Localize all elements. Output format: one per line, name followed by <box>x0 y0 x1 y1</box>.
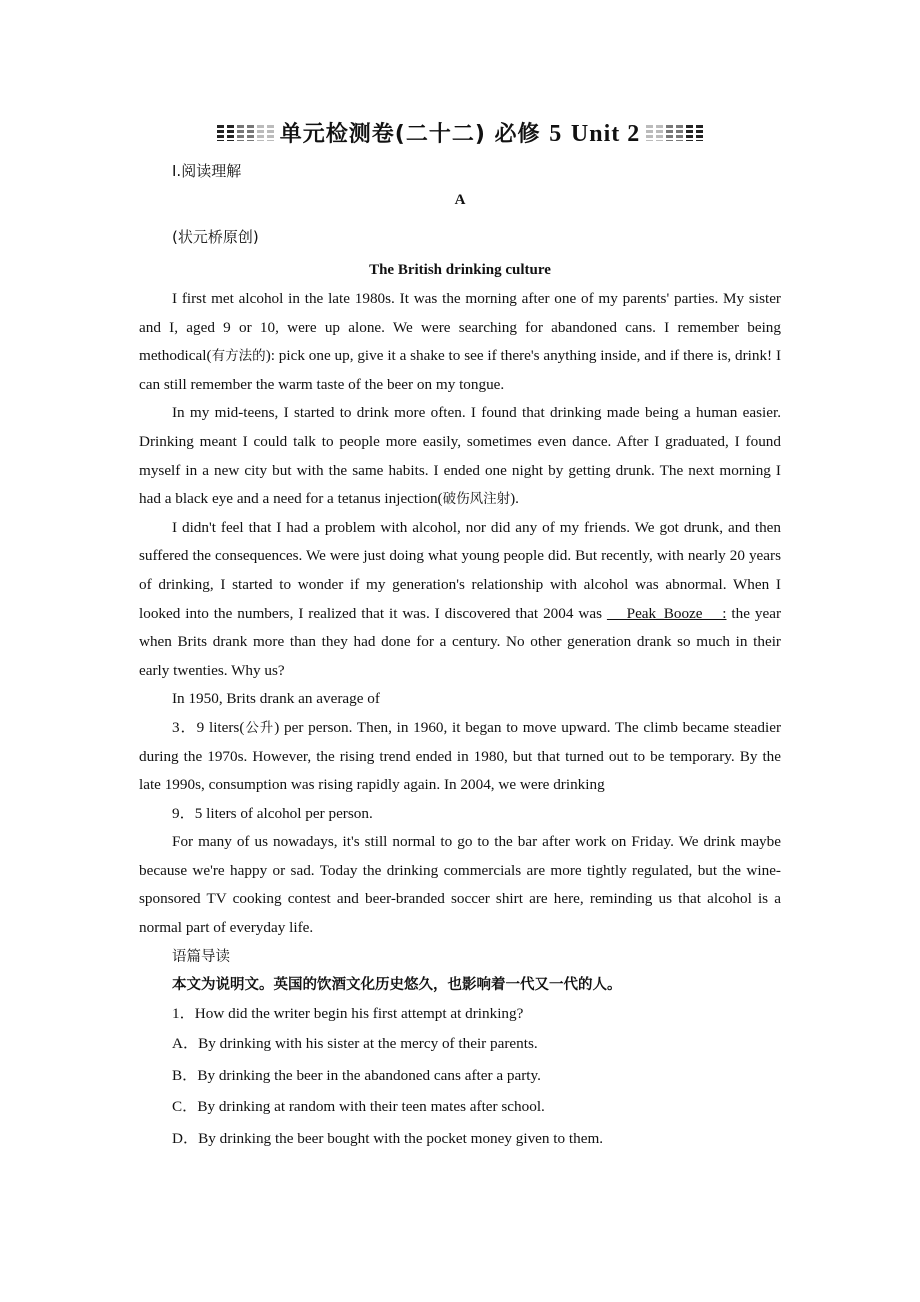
gloss: 破伤风注射 <box>442 491 511 508</box>
title-cn: 单元检测卷(二十二) 必修 <box>279 122 541 147</box>
paragraph-6: 9．5 liters of alcohol per person. <box>172 804 373 822</box>
paragraph-1: I first met alcohol in the late 1980s. It was the morning after one of my parents' parties. My sister and I, aged 9 or 10, were up alone. We were searching for abandoned cans. I remember being methodical(有方法的): pick one up, give it a shake to see if there's anything inside, and if there is, drink! I can still remember the warm taste of the beer on my tongue. <box>139 290 781 393</box>
paragraph-3: I didn't feel that I had a problem with alcohol, nor did any of my friends. We got drunk, and then suffered the consequences. We were just doing what young people did. But recently, with nearly 20 years of drinking, I started to wonder if my generation's relationship with alcohol was abnormal. When I looked into the numbers, I realized that it was. I discovered that 2004 was Peak_Booze : the year when Brits drank more than they had done for a century. No other generation drank so much in their early twenties. Why us? <box>139 518 782 679</box>
passage-source: (状元桥原创) <box>172 228 259 246</box>
paragraph-4: In 1950, Brits drank an average of <box>172 690 380 708</box>
option-b: B．By drinking the beer in the abandoned cans after a party. <box>172 1066 541 1084</box>
guide-heading: 语篇导读 <box>172 948 230 965</box>
underlined-term: Peak_Booze : <box>606 604 727 622</box>
question-stem: 1．How did the writer begin his first attempt at drinking? <box>172 1004 524 1022</box>
passage-title: The British drinking culture <box>369 262 551 278</box>
title-unit: Unit 2 <box>570 121 641 147</box>
guide-text: 本文为说明文。英国的饮酒文化历史悠久，也影响着一代又一代的人。 <box>172 977 622 994</box>
option-d: D．By drinking the beer bought with the pocket money given to them. <box>172 1129 604 1147</box>
paragraph-2: In my mid-teens, I started to drink more often. I found that drinking made being a human easier. Drinking meant I could talk to people more easily, sometimes even dance. After I graduated, I found myself in a new city but with the same habits. I ended one night by getting drunk. The next morning I had a black eye and a need for a tetanus injection(破伤风注射). <box>139 404 781 508</box>
title-text <box>280 117 640 148</box>
page-title <box>0 117 920 148</box>
gloss: 有方法的 <box>211 348 266 365</box>
passage-letter: A <box>454 192 466 208</box>
title-num: 5 <box>549 121 563 147</box>
section-heading: Ⅰ.阅读理解 <box>172 162 242 180</box>
paragraph-7: For many of us nowadays, it's still normal to go to the bar after work on Friday. We drink maybe because we're happy or sad. Today the drinking commercials are more tightly regulated, but the wine-sponsored TV cooking contest and beer-branded soccer shirt are here, reminding us that alcohol is a normal part of everyday life. <box>139 833 781 937</box>
option-a: A．By drinking with his sister at the mercy of their parents. <box>172 1035 538 1053</box>
passage-body <box>139 285 781 1154</box>
paragraph-5: 3．9 liters(公升) per person. Then, in 1960, it began to move upward. The climb became steadier during the 1970s. However, the rising trend ended in 1980, but that turned out to be temporary. By the late 1990s, consumption was rising rapidly again. In 2004, we were drinking <box>139 718 782 794</box>
option-c: C．By drinking at random with their teen mates after school. <box>172 1098 545 1116</box>
title-right-decoration <box>646 125 703 141</box>
title-left-decoration <box>217 125 274 141</box>
gloss: 公升 <box>244 719 275 736</box>
